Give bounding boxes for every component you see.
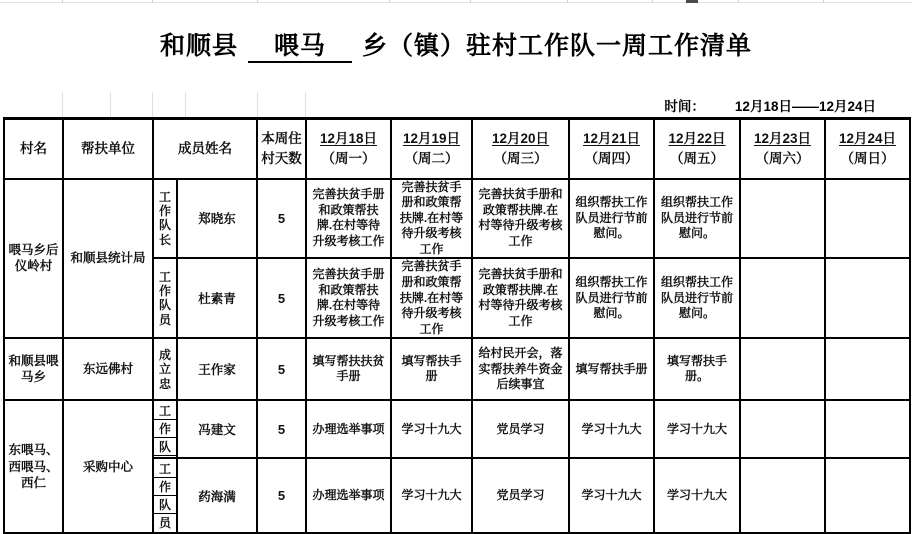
task-cell-wed: 给村民开会，落实帮扶养牛资金后续事宜 (472, 338, 569, 400)
task-cell-sat (740, 458, 825, 533)
date-tue: 12月19日 (402, 131, 461, 147)
task-cell-sun (825, 258, 910, 338)
days-cell: 5 (257, 458, 306, 533)
task-cell-fri: 填写帮扶手册。 (654, 338, 740, 400)
page-title (0, 26, 912, 63)
role-char: 作 (154, 477, 176, 495)
task-cell-tue: 学习十九大 (391, 458, 472, 533)
task-cell-thu: 学习十九大 (569, 458, 654, 533)
role-cell (153, 338, 177, 400)
gridline-artifact (152, 92, 153, 117)
role-char: 工 (158, 462, 171, 477)
header-row (4, 119, 910, 179)
time-label: 时间： (664, 99, 705, 114)
gridline-artifact (0, 2, 912, 3)
col-header-fri (654, 119, 740, 179)
time-band (0, 92, 912, 117)
task-cell-wed: 党员学习 (472, 400, 569, 458)
task-cell-thu: 填写帮扶手册 (569, 338, 654, 400)
task-cell-sun (825, 179, 910, 259)
task-cell-wed: 党员学习 (472, 458, 569, 533)
table-row (4, 400, 910, 458)
task-cell-wed: 完善扶贫手册和政策帮扶牌.在村等待升级考核工作 (472, 179, 569, 259)
role-cell (153, 458, 177, 533)
dow-sat: （周六） (755, 150, 810, 166)
member-name-cell: 杜素青 (177, 258, 257, 338)
member-name-cell: 冯建文 (177, 400, 257, 458)
task-cell-sun (825, 338, 910, 400)
date-sat: 12月23日 (753, 131, 812, 147)
col-header-sun (825, 119, 910, 179)
task-cell-tue: 学习十九大 (391, 400, 472, 458)
dow-fri: （周五） (670, 150, 724, 166)
role-vertical-text: 工作队长 (158, 190, 171, 247)
date-sun: 12月24日 (838, 131, 897, 147)
role-char: 队 (154, 437, 176, 455)
col-header-wed (472, 119, 569, 179)
role-cell (153, 400, 177, 458)
dow-sun: （周日） (840, 150, 895, 166)
gridline-artifact (110, 92, 111, 117)
col-header-unit: 帮扶单位 (63, 119, 153, 179)
days-cell: 5 (257, 338, 306, 400)
task-cell-thu: 组织帮扶工作队员进行节前慰问。 (569, 258, 654, 338)
role-segmented (154, 402, 176, 456)
task-cell-mon: 完善扶贫手册和政策帮扶牌.在村等待升级考核工作 (306, 179, 391, 259)
unit-cell: 和顺县统计局 (63, 179, 153, 339)
days-cell: 5 (257, 400, 306, 458)
gridline-artifact (185, 92, 186, 117)
dow-thu: （周四） (584, 150, 639, 166)
task-cell-mon: 办理选举事项 (306, 458, 391, 533)
task-cell-thu: 组织帮扶工作队员进行节前慰问。 (569, 179, 654, 259)
village-cell: 喂马乡后仪岭村 (4, 179, 63, 339)
col-header-tue (391, 119, 472, 179)
member-name-cell: 王作家 (177, 338, 257, 400)
role-segmented (154, 460, 176, 531)
gridline-artifact (257, 0, 258, 3)
unit-cell: 采购中心 (63, 400, 153, 533)
table-row (4, 338, 910, 400)
gridline-artifact (152, 0, 153, 3)
role-char: 队 (154, 495, 176, 513)
title-county: 和顺县 (159, 32, 238, 60)
task-cell-wed: 完善扶贫手册和政策帮扶牌.在村等待升级考核工作 (472, 258, 569, 338)
task-cell-mon: 办理选举事项 (306, 400, 391, 458)
date-mon: 12月18日 (319, 131, 378, 147)
member-name-cell: 郑晓东 (177, 179, 257, 259)
time-range (664, 95, 876, 115)
work-list-table (3, 117, 911, 534)
col-header-mon (306, 119, 391, 179)
member-name-cell: 药海满 (177, 458, 257, 533)
task-cell-tue: 填写帮扶手册 (391, 338, 472, 400)
days-cell: 5 (257, 179, 306, 259)
village-cell: 和顺县喂马乡 (4, 338, 63, 400)
role-char: 员 (154, 513, 176, 531)
role-cell (153, 258, 177, 338)
task-cell-sat (740, 338, 825, 400)
date-fri: 12月22日 (668, 131, 726, 147)
role-char: 作 (154, 419, 176, 437)
task-cell-fri: 学习十九大 (654, 458, 740, 533)
gridline-artifact (823, 0, 824, 3)
col-header-thu (569, 119, 654, 179)
table-row (4, 179, 910, 259)
date-wed: 12月20日 (491, 131, 550, 147)
gridline-artifact (62, 92, 63, 117)
task-cell-mon: 完善扶贫手册和政策帮扶牌.在村等待升级考核工作 (306, 258, 391, 338)
gridline-artifact-dark (686, 0, 698, 3)
gridline-artifact (652, 0, 653, 3)
task-cell-sat (740, 400, 825, 458)
task-cell-tue: 完善扶贫手册和政策帮扶牌.在村等待升级考核工作 (391, 258, 472, 338)
gridline-artifact (257, 92, 258, 117)
task-cell-sun (825, 458, 910, 533)
days-cell: 5 (257, 258, 306, 338)
village-cell: 东喂马、西喂马、西仁 (4, 400, 63, 533)
date-thu: 12月21日 (582, 131, 641, 147)
gridline-artifact (62, 0, 63, 3)
time-value: 12月18日——12月24日 (734, 99, 876, 114)
dow-tue: （周二） (404, 150, 459, 166)
task-cell-tue: 完善扶贫手册和政策帮扶牌.在村等待升级考核工作 (391, 179, 472, 259)
task-cell-sun (825, 400, 910, 458)
task-cell-thu: 学习十九大 (569, 400, 654, 458)
col-header-village: 村名 (4, 119, 63, 179)
task-cell-sat (740, 258, 825, 338)
role-vertical-text: 成立忠 (158, 348, 171, 391)
gridline-artifact (305, 92, 306, 117)
title-suffix: 乡（镇）驻村工作队一周工作清单 (362, 32, 753, 60)
task-cell-fri: 组织帮扶工作队员进行节前慰问。 (654, 179, 740, 259)
title-blank-township: 喂马 (248, 33, 352, 63)
dow-wed: （周三） (493, 150, 548, 166)
gridline-artifact (389, 0, 390, 3)
role-char: 工 (158, 404, 171, 419)
gridline-artifact (470, 0, 471, 3)
col-header-days: 本周住村天数 (257, 119, 306, 179)
gridline-artifact (567, 0, 568, 3)
col-header-sat (740, 119, 825, 179)
task-cell-fri: 学习十九大 (654, 400, 740, 458)
unit-cell: 东远佛村 (63, 338, 153, 400)
role-cell (153, 179, 177, 259)
task-cell-sat (740, 179, 825, 259)
role-vertical-text: 工作队员 (158, 270, 171, 327)
task-cell-fri: 组织帮扶工作队员进行节前慰问。 (654, 258, 740, 338)
col-header-member: 成员姓名 (153, 119, 257, 179)
dow-mon: （周一） (321, 150, 376, 166)
task-cell-mon: 填写帮扶扶贫手册 (306, 338, 391, 400)
gridline-artifact (738, 0, 739, 3)
